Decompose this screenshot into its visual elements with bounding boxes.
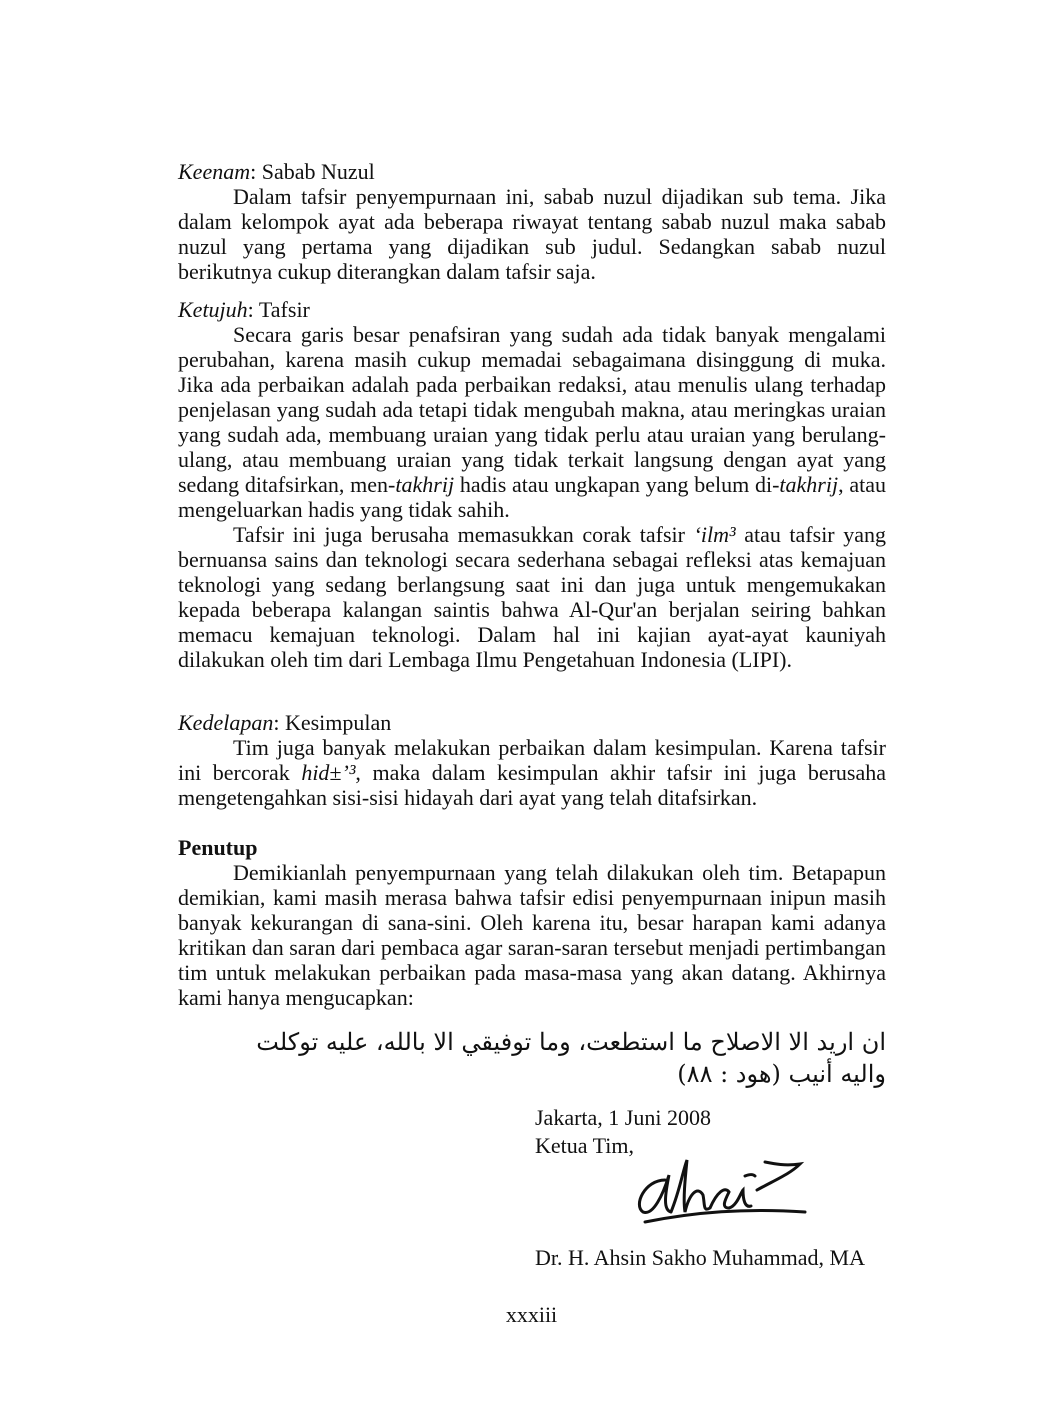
text: Tim juga banyak melakukan perbaikan dalam kesimpulan. Karena tafsir ini bercorak	[178, 735, 886, 785]
italic-term: ‘ilm³	[693, 522, 736, 547]
paragraph	[178, 522, 886, 672]
section-heading: Penutup	[178, 835, 258, 860]
text: , maka dalam kesimpulan akhir tafsir ini juga berusaha mengetengahkan sisi-sisi hidayah dari ayat yang telah ditafsirkan.	[178, 760, 886, 810]
text: , atau mengeluarkan hadis yang tidak sahih.	[178, 472, 886, 522]
section-penutup	[178, 835, 886, 1010]
page-number: xxxiii	[505, 1302, 558, 1327]
text: Tafsir ini juga berusaha memasukkan corak tafsir	[233, 522, 694, 547]
section-keenam	[178, 159, 886, 284]
italic-term: takhrij	[395, 472, 455, 497]
section-kedelapan	[178, 710, 886, 810]
section-heading	[178, 710, 886, 735]
arabic-quote: ان اريد الا الاصلاح ما استطعت، وما توفيقي الا بالله، عليه توكلت واليه أنيب (هود : ٨٨)	[256, 1028, 886, 1088]
heading-label: Ketujuh	[178, 297, 248, 322]
handwritten-signature	[625, 1150, 815, 1235]
section-ketujuh	[178, 297, 886, 672]
italic-term: hid±’³	[301, 760, 356, 785]
paragraph	[178, 735, 886, 810]
paragraph: Demikianlah penyempurnaan yang telah dilakukan oleh tim. Betapapun demikian, kami masih merasa bahwa tafsir edisi penyempurnaan inipun masih banyak kekurangan di sana-sini. Oleh karena itu, besar harapan kami adanya kritikan dan saran dari pembaca agar saran-saran tersebut menjadi pertimbangan tim untuk melakukan perbaikan pada masa-masa yang akan datang. Akhirnya kami hanya mengucapkan:	[178, 860, 886, 1010]
text: Secara garis besar penafsiran yang sudah ada tidak banyak mengalami perubahan, karena masih cukup memadai sebagaimana disinggung di muka. Jika ada perbaikan adalah pada perbaikan redaksi, atau menulis ulang terhadap penjelasan yang sudah ada tetapi tidak mengubah makna, atau meringkas uraian yang sudah ada, membuang uraian yang tidak perlu atau uraian yang berulang-ulang, atau membuang uraian yang tidak terkait langsung dengan ayat yang sedang ditafsirkan, men-	[178, 322, 886, 497]
heading-title: : Tafsir	[247, 297, 310, 322]
heading-title: : Kesimpulan	[273, 710, 392, 735]
text: hadis atau ungkapan yang belum di-	[454, 472, 780, 497]
section-heading	[178, 297, 886, 322]
signer-name: Dr. H. Ahsin Sakho Muhammad, MA	[535, 1245, 865, 1270]
paragraph: Dalam tafsir penyempurnaan ini, sabab nuzul dijadikan sub tema. Jika dalam kelompok ayat ada beberapa riwayat tentang sabab nuzul maka sabab nuzul yang pertama yang dijadikan sub judul. Sedangkan sabab nuzul berikutnya cukup diterangkan dalam tafsir saja.	[178, 184, 886, 284]
section-heading	[178, 159, 886, 184]
heading-label: Keenam	[178, 159, 251, 184]
signer-role: Ketua Tim,	[535, 1133, 635, 1158]
paragraph	[178, 322, 886, 522]
heading-label: Kedelapan	[178, 710, 274, 735]
heading-title: : Sabab Nuzul	[250, 159, 375, 184]
place-date: Jakarta, 1 Juni 2008	[535, 1105, 711, 1130]
italic-term: takhrij	[779, 472, 839, 497]
text: atau tafsir yang bernuansa sains dan teknologi secara sederhana sebagai refleksi atas kemajuan teknologi yang sedang berlangsung saat ini dan juga untuk mengemukakan kepada beberapa kalangan saintis bahwa Al-Qur'an berjalan seiring bahkan memacu kemajuan teknologi. Dalam hal ini kajian ayat-ayat kauniyah dilakukan oleh tim dari Lembaga Ilmu Pengetahuan Indonesia (LIPI).	[178, 522, 886, 672]
